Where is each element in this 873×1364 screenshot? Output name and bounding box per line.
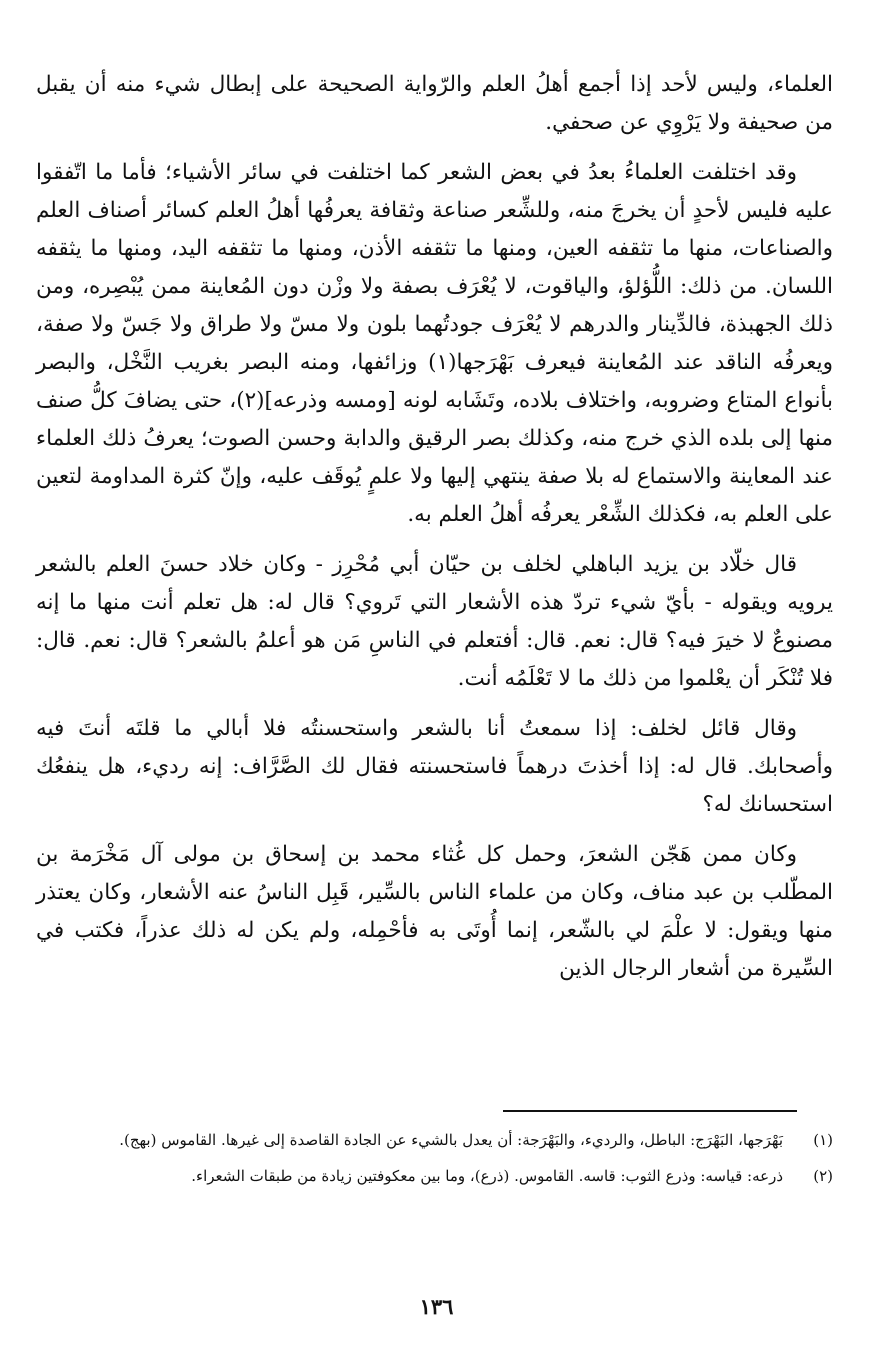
footnote-number: (٢) xyxy=(813,1167,833,1185)
paragraph-5: وكان ممن هَجّن الشعرَ، وحمل كل غُثاء محمد بن إسحاق بن مولى آل مَخْرَمة بن المطّلب بن عبد مناف، وكان من علماء الناس بالسِّير، قَبِل الناسُ عنه الأشعار، وكان يعتذر منها ويقول: لا علْمَ لي بالشّعر، إنما أُوتَى به فأحْمِله، ولم يكن له ذلك عذراً، فكتب في السِّيرة من أشعار الرجال الذين xyxy=(36,842,833,981)
footnotes xyxy=(36,1126,833,1198)
footnote-text: ذرعه: قياسه: وذرع الثوب: قاسه. القاموس. (ذرع)، وما بين معكوفتين زيادة من طبقات الشعراء. xyxy=(191,1167,783,1185)
footnote-text: بَهْرَجها، البَهْرَج: الباطل، والرديء، والبَهْرَجة: أن يعدل بالشيء عن الجادة القاصدة إلى غيرها. القاموس (بهج). xyxy=(119,1131,783,1149)
footnote xyxy=(36,1162,833,1190)
footnote-divider xyxy=(503,1110,797,1112)
main-text xyxy=(36,66,833,1000)
paragraph-3: قال خلّاد بن يزيد الباهلي لخلف بن حيّان أبي مُحْرِز - وكان خلاد حسنَ العلم بالشعر يرويه ويقوله - بأيّ شيء تردّ هذه الأشعار التي تَروي؟ قال له: هل تعلم أنت منها ما إنه مصنوعٌ لا خيرَ فيه؟ قال: نعم. قال: أفتعلم في الناسِ مَن هو أعلمُ بالشعر؟ قال: نعم. قال: فلا تُنْكَر أن يعْلموا من ذلك ما لا تَعْلَمُه أنت. xyxy=(36,552,833,691)
footnote xyxy=(36,1126,833,1154)
paragraph-1: العلماء، وليس لأحد إذا أجمع أهلُ العلم والرّواية الصحيحة على إبطال شيء منه أن يقبل من صحيفة ولا يَرْوِي عن صحفي. xyxy=(36,72,833,135)
paragraph-4: وقال قائل لخلف: إذا سمعتُ أنا بالشعر واستحسنتُه فلا أبالي ما قلتَه أنتَ فيه وأصحابك. قال له: إذا أخذتَ درهماً فاستحسنته فقال لك الصَّرَّاف: إنه رديء، هل ينفعُك استحسانك له؟ xyxy=(36,716,833,817)
paragraph-2: وقد اختلفت العلماءُ بعدُ في بعض الشعر كما اختلفت في سائر الأشياء؛ فأما ما اتّفقوا عليه فليس لأحدٍ أن يخرجَ منه، وللشِّعر صناعة وثقافة يعرفُها أهلُ العلم كسائر أصناف العلم والصناعات، منها ما تثقفه العين، ومنها ما تثقفه الأذن، ومنها ما تثقفه اليد، ومنها ما يثقفه اللسان. من ذلك: اللُّؤلؤ، والياقوت، لا يُعْرَف بصفة ولا وزْن دون المُعاينة ممن يُبْصِره، ومن ذلك الجهبذة، فالدِّينار والدرهم لا يُعْرَف جودتُهما بلون ولا مسّ ولا طراق ولا جَسّ ولا صفة، ويعرفُه الناقد عند المُعاينة فيعرف بَهْرَجها(١) وزائفها، ومنه البصر بغريب النَّخْل، والبصر بأنواع المتاع وضروبه، واختلاف بلاده، وتَشَابه لونه [ومسه وذرعه](٢)، حتى يضافَ كلُّ صنف منها إلى بلده الذي خرج منه، وكذلك بصر الرقيق والدابة وحسن الصوت؛ يعرفُ ذلك العلماء عند المعاينة والاستماع له بلا صفة ينتهي إليها ولا علمٍ يُوقَف عليه، وإنّ كثرة المداومة لتعين على العلم به، فكذلك الشِّعْر يعرفُه أهلُ العلم به. xyxy=(36,160,833,527)
page-number: ١٣٦ xyxy=(419,1294,454,1319)
footnote-number: (١) xyxy=(813,1131,833,1149)
